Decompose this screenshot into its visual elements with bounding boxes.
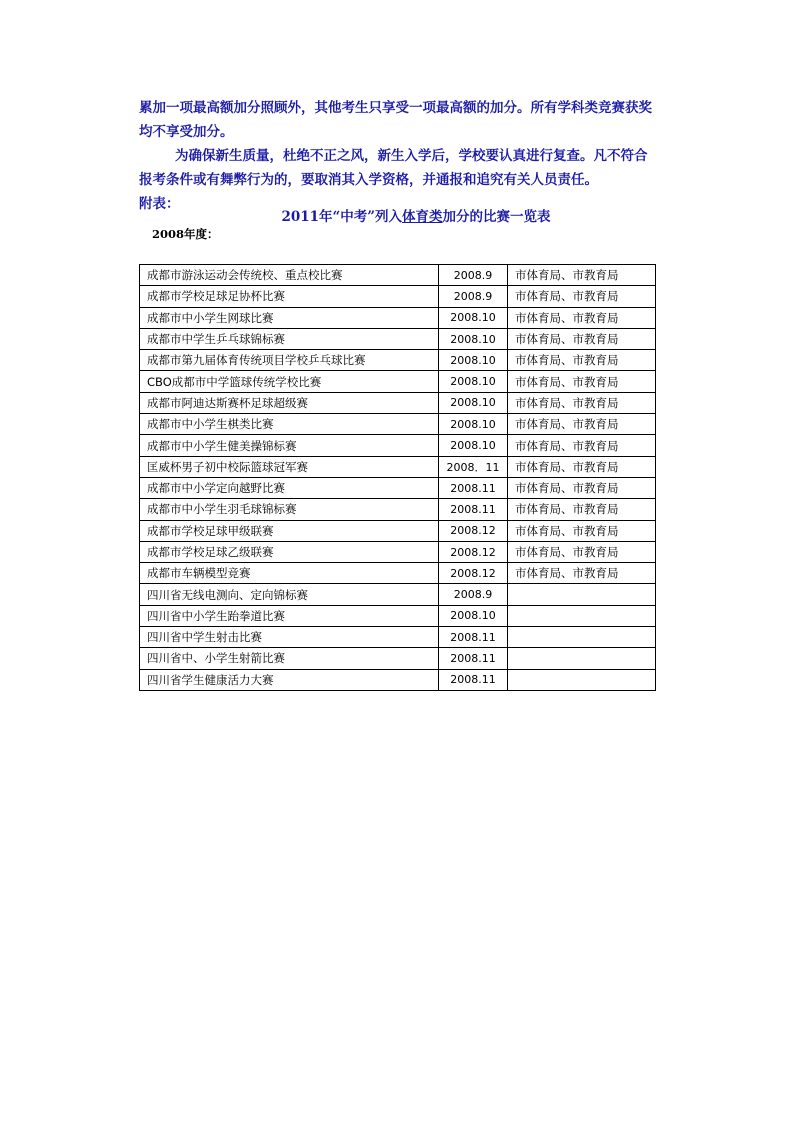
competition-date: 2008.12 [439,520,508,541]
table-title-suffix: 加分的比赛一览表 [442,209,551,225]
competition-date: 2008.9 [439,265,508,286]
competition-table [139,264,656,691]
table-row [140,435,656,456]
organizer: 市体育局、市教育局 [508,371,656,392]
year-label: 2008年度： [152,227,219,241]
paragraph-2: 为确保新生质量，杜绝不正之风，新生入学后，学校要认真进行复查。凡不符合报考条件或有舞弊行为的，要取消其入学资格，并通报和追究有关人员责任。 [139,148,648,188]
table-row [140,456,656,477]
table-row [140,563,656,584]
table-title [139,205,693,225]
organizer: 市体育局、市教育局 [508,456,656,477]
table-row [140,648,656,669]
competition-date: 2008.11 [439,499,508,520]
competition-name: 成都市第九届体育传统项目学校乒乓球比赛 [140,350,439,371]
organizer: 市体育局、市教育局 [508,435,656,456]
organizer: 市体育局、市教育局 [508,499,656,520]
competition-name: CBO成都市中学篮球传统学校比赛 [140,371,439,392]
table-row [140,350,656,371]
competition-date: 2008.10 [439,605,508,626]
organizer: 市体育局、市教育局 [508,541,656,562]
table-row [140,265,656,286]
competition-date: 2008.9 [439,584,508,605]
table-title-underlined: 体育类 [402,209,443,225]
competition-name: 成都市阿迪达斯赛杯足球超级赛 [140,392,439,413]
organizer [508,605,656,626]
paragraph-1: 累加一项最高额加分照顾外，其他考生只享受一项最高额的加分。所有学科类竞赛获奖均不享受加分。 [139,100,652,140]
competition-name: 四川省无线电测向、定向锦标赛 [140,584,439,605]
competition-name: 成都市中小学生网球比赛 [140,307,439,328]
table-row [140,499,656,520]
organizer [508,627,656,648]
organizer: 市体育局、市教育局 [508,328,656,349]
table-row [140,328,656,349]
table-row [140,414,656,435]
competition-name: 四川省中、小学生射箭比赛 [140,648,439,669]
organizer: 市体育局、市教育局 [508,520,656,541]
table-row [140,307,656,328]
competition-date: 2008.12 [439,563,508,584]
table-row [140,605,656,626]
table-row [140,520,656,541]
table-row [140,627,656,648]
body-text [139,96,659,216]
competition-date: 2008.11 [439,648,508,669]
competition-date: 2008.10 [439,414,508,435]
competition-name: 成都市学校足球足协杯比赛 [140,286,439,307]
organizer [508,584,656,605]
competition-date: 2008．11 [439,456,508,477]
competition-date: 2008.10 [439,328,508,349]
table-row [140,584,656,605]
table-row [140,669,656,690]
appendix-label: 附表： [139,196,180,212]
competition-name: 成都市中小学生羽毛球锦标赛 [140,499,439,520]
competition-name: 成都市中小学定向越野比赛 [140,477,439,498]
competition-date: 2008.11 [439,669,508,690]
table-row [140,541,656,562]
organizer: 市体育局、市教育局 [508,265,656,286]
organizer: 市体育局、市教育局 [508,477,656,498]
competition-name: 成都市中小学生健美操锦标赛 [140,435,439,456]
competition-name: 匡威杯男子初中校际篮球冠军赛 [140,456,439,477]
table-row [140,392,656,413]
competition-name: 成都市中学生乒乓球锦标赛 [140,328,439,349]
competition-name: 成都市学校足球乙级联赛 [140,541,439,562]
competition-name: 四川省学生健康活力大赛 [140,669,439,690]
competition-date: 2008.10 [439,392,508,413]
organizer [508,648,656,669]
organizer: 市体育局、市教育局 [508,563,656,584]
organizer: 市体育局、市教育局 [508,307,656,328]
competition-name: 成都市学校足球甲级联赛 [140,520,439,541]
table-row [140,477,656,498]
table-row [140,371,656,392]
competition-date: 2008.10 [439,307,508,328]
organizer: 市体育局、市教育局 [508,286,656,307]
organizer: 市体育局、市教育局 [508,414,656,435]
competition-date: 2008.10 [439,350,508,371]
competition-date: 2008.10 [439,435,508,456]
competition-name: 四川省中小学生跆拳道比赛 [140,605,439,626]
competition-date: 2008.10 [439,371,508,392]
organizer: 市体育局、市教育局 [508,350,656,371]
competition-date: 2008.11 [439,477,508,498]
competition-date: 2008.11 [439,627,508,648]
competition-name: 成都市车辆模型竞赛 [140,563,439,584]
table-row [140,286,656,307]
table-title-prefix: 2011年“中考”列入 [281,209,403,225]
competition-name: 四川省中学生射击比赛 [140,627,439,648]
competition-name: 成都市中小学生棋类比赛 [140,414,439,435]
organizer [508,669,656,690]
competition-date: 2008.12 [439,541,508,562]
competition-date: 2008.9 [439,286,508,307]
competition-name: 成都市游泳运动会传统校、重点校比赛 [140,265,439,286]
organizer: 市体育局、市教育局 [508,392,656,413]
